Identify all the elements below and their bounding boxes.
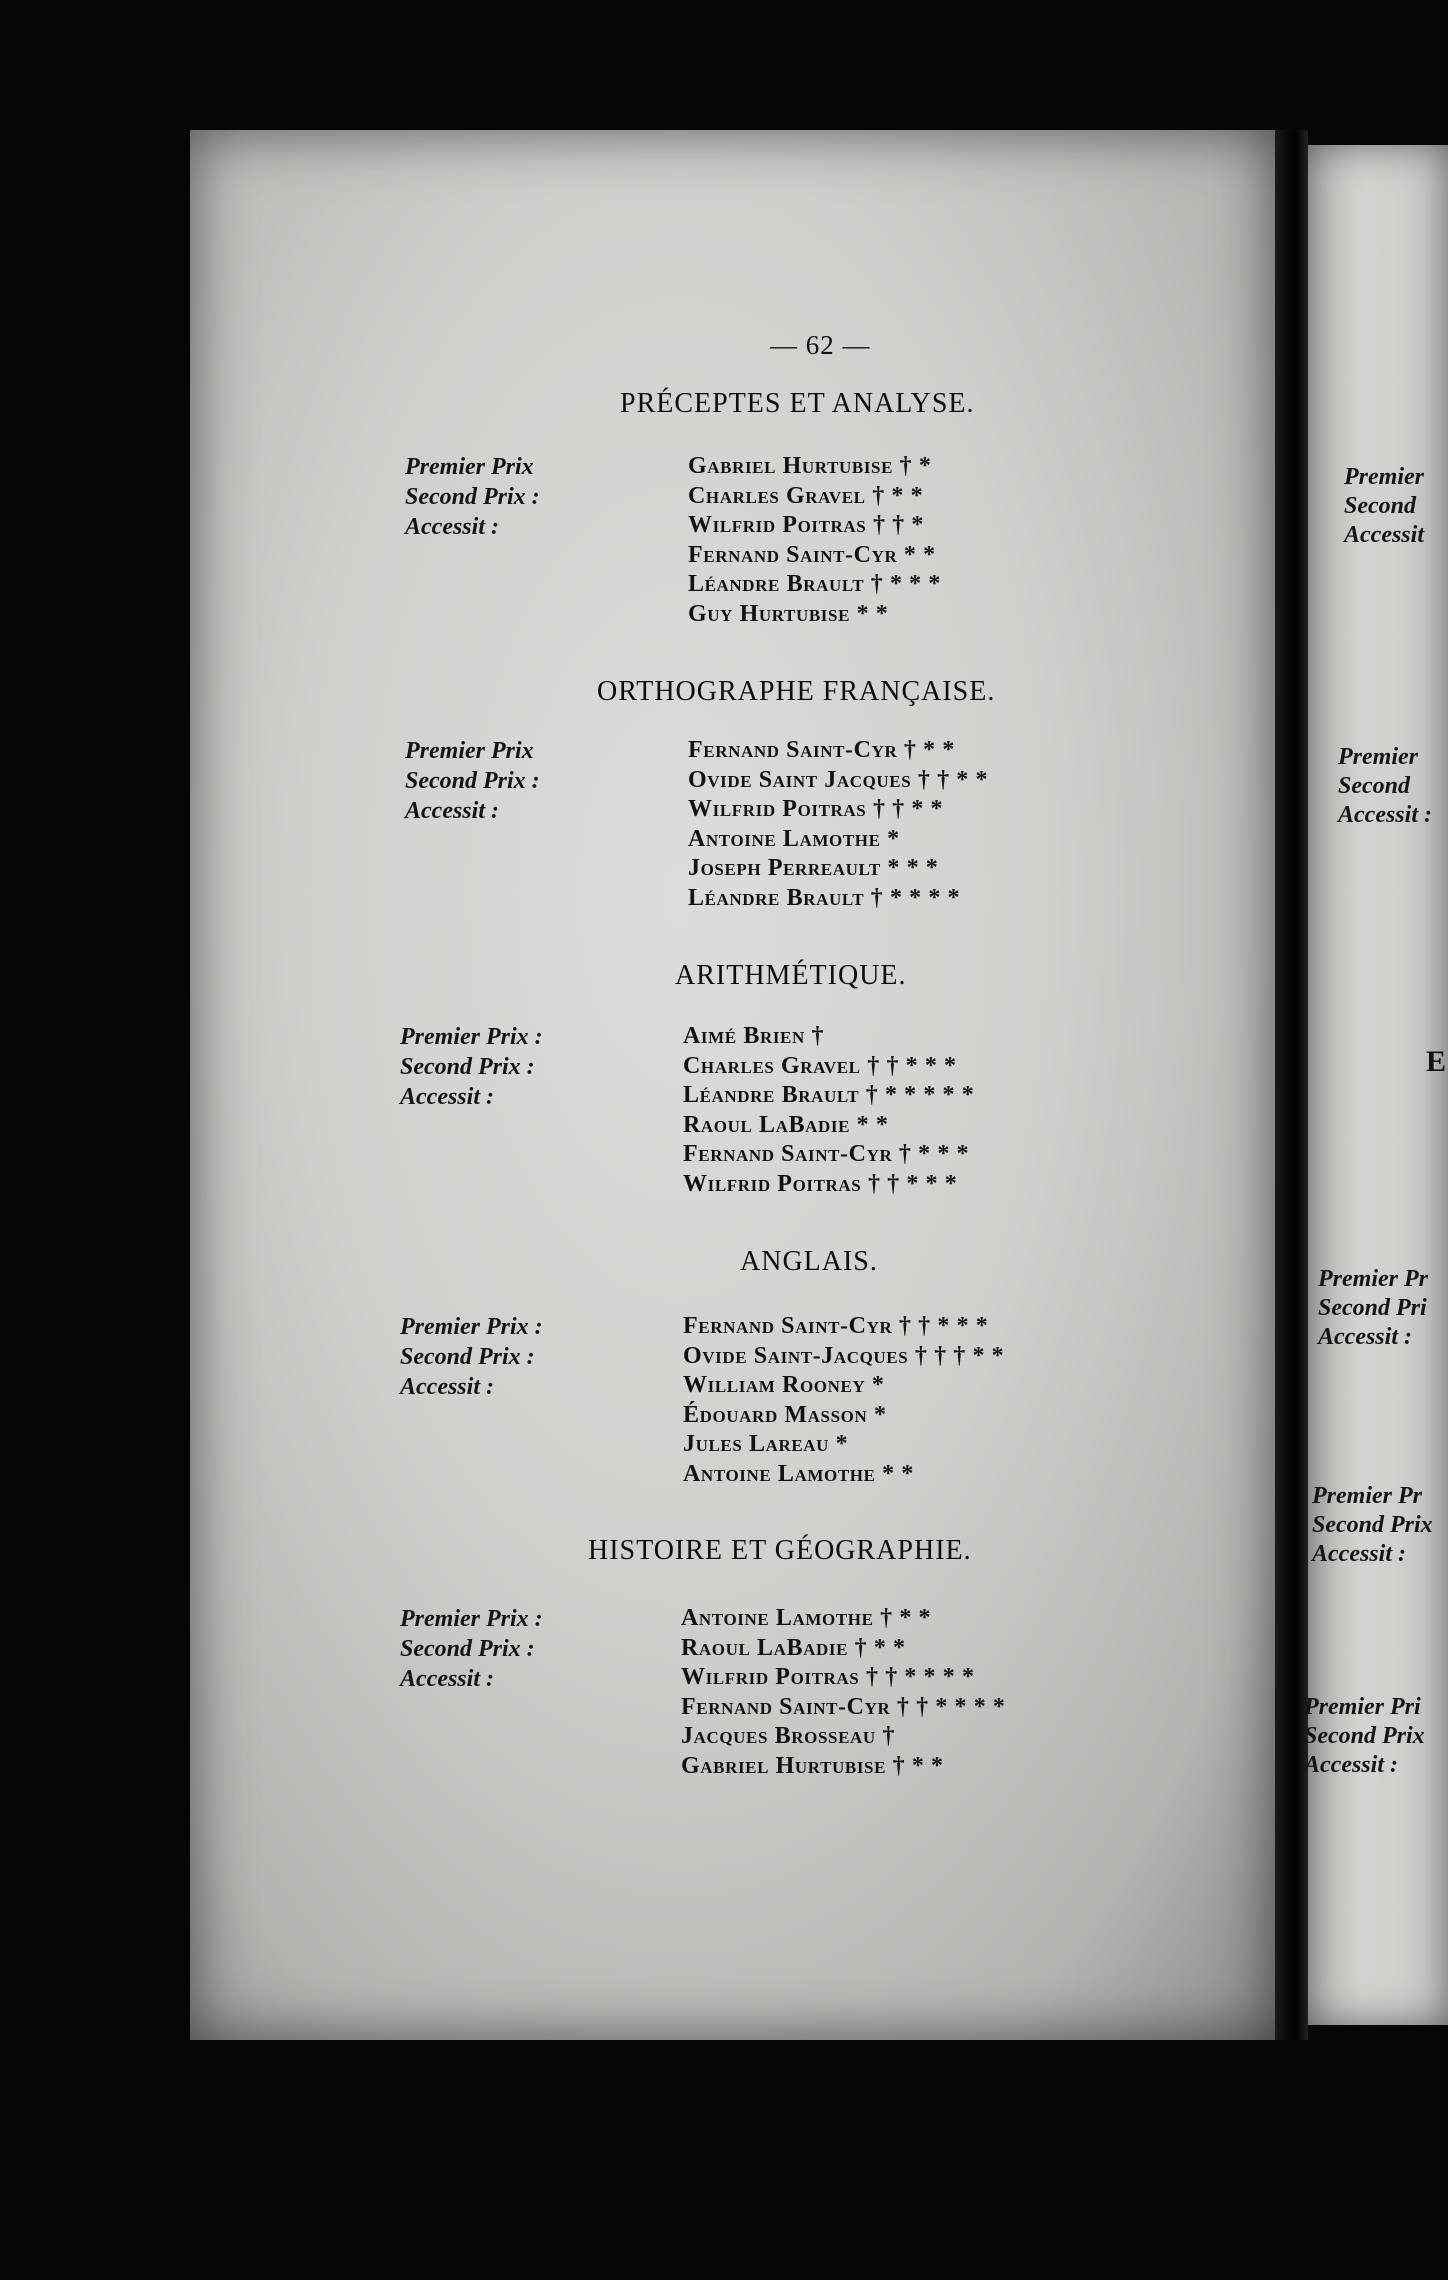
winner-list [683, 1312, 1004, 1489]
winner-name: Jacques Brosseau † [681, 1723, 895, 1749]
next-label: Premier [1344, 464, 1424, 490]
second-prix-label: Second Prix : [405, 768, 540, 794]
next-label: Second Prix [1304, 1723, 1425, 1749]
next-label: Second [1338, 773, 1410, 799]
second-prix-label: Second Prix : [400, 1054, 535, 1080]
accessit-label: Accessit : [400, 1084, 494, 1110]
accessit-label: Accessit : [400, 1374, 494, 1400]
winner-name: Ovide Saint-Jacques † † † * * [683, 1342, 1005, 1369]
winner-name: Wilfrid Poitras † † * * * * [681, 1664, 975, 1690]
next-label: Premier Pr [1312, 1483, 1422, 1509]
winner-name: Ovide Saint Jacques † † * * [688, 766, 989, 793]
prize-labels [400, 1312, 543, 1402]
winner-name: Fernand Saint-Cyr † † * * * * [681, 1693, 1006, 1720]
next-page-heading-letter: E [1426, 1045, 1447, 1078]
winner-name: Léandre Brault † * * * [688, 571, 941, 597]
next-label: Second Prix [1312, 1512, 1433, 1538]
next-label: Premier Pri [1304, 1694, 1421, 1720]
next-label: Accessit : [1338, 802, 1432, 828]
winner-name: Fernand Saint-Cyr * * [688, 541, 936, 568]
winner-name: Fernand Saint-Cyr † * * * [683, 1141, 970, 1167]
section-title-anglais: ANGLAIS. [740, 1246, 878, 1277]
winner-name: Fernand Saint-Cyr † † * * * [683, 1313, 989, 1339]
next-page-labels [1318, 1265, 1428, 1352]
prize-labels [400, 1604, 543, 1694]
prize-labels [405, 452, 540, 542]
next-page-labels [1344, 463, 1424, 550]
second-prix-label: Second Prix : [400, 1344, 535, 1370]
next-label: Premier [1338, 744, 1418, 770]
winner-list [688, 452, 941, 629]
accessit-label: Accessit : [400, 1666, 494, 1692]
premier-prix-label: Premier Prix : [400, 1024, 543, 1050]
next-label: Premier Pr [1318, 1266, 1428, 1292]
winner-name: Guy Hurtubise * * [688, 600, 889, 627]
winner-name: Édouard Masson * [683, 1401, 887, 1428]
prize-labels [405, 736, 540, 826]
winner-list [681, 1604, 1006, 1781]
winner-name: William Rooney * [683, 1372, 885, 1398]
winner-name: Gabriel Hurtubise † * [688, 453, 932, 479]
second-prix-label: Second Prix : [400, 1636, 535, 1662]
section-title-histoire: HISTOIRE ET GÉOGRAPHIE. [588, 1535, 972, 1566]
next-page-labels [1304, 1693, 1425, 1780]
winner-name: Wilfrid Poitras † † * * * [683, 1170, 958, 1197]
winner-name: Léandre Brault † * * * * * [683, 1082, 975, 1108]
section-title-orthographe: ORTHOGRAPHE FRANÇAISE. [597, 676, 996, 707]
winner-list [683, 1022, 974, 1199]
winner-name: Antoine Lamothe * [688, 825, 900, 852]
section-title-preceptes: PRÉCEPTES ET ANALYSE. [620, 388, 975, 419]
winner-name: Gabriel Hurtubise † * * [681, 1752, 944, 1779]
winner-name: Raoul LaBadie * * [683, 1111, 889, 1138]
next-page-labels [1312, 1482, 1433, 1569]
section-title-arithmetique: ARITHMÉTIQUE. [675, 960, 907, 991]
second-prix-label: Second Prix : [405, 484, 540, 510]
winner-name: Aimé Brien † [683, 1023, 825, 1049]
next-page-labels [1338, 743, 1432, 830]
page-number: — 62 — [770, 330, 871, 360]
winner-name: Antoine Lamothe † * * [681, 1605, 932, 1631]
next-label: Second Pri [1318, 1295, 1427, 1321]
winner-name: Charles Gravel † * * [688, 482, 924, 509]
winner-name: Joseph Perreault * * * [688, 855, 939, 881]
winner-name: Charles Gravel † † * * * [683, 1052, 957, 1079]
prize-labels [400, 1022, 543, 1112]
accessit-label: Accessit : [405, 798, 499, 824]
premier-prix-label: Premier Prix : [400, 1606, 543, 1632]
winner-list [688, 736, 988, 913]
next-label: Accessit : [1318, 1324, 1412, 1350]
premier-prix-label: Premier Prix : [400, 1314, 543, 1340]
next-label: Accessit : [1304, 1752, 1398, 1778]
winner-name: Raoul LaBadie † * * [681, 1634, 906, 1661]
next-label: Accessit : [1312, 1541, 1406, 1567]
next-label: Accessit [1344, 522, 1424, 548]
next-page-fragment [1304, 145, 1448, 2025]
premier-prix-label: Premier Prix [405, 454, 534, 480]
accessit-label: Accessit : [405, 514, 499, 540]
winner-name: Fernand Saint-Cyr † * * [688, 737, 955, 763]
winner-name: Wilfrid Poitras † † * * [688, 796, 944, 822]
winner-name: Antoine Lamothe * * [683, 1460, 914, 1487]
winner-name: Jules Lareau * [683, 1431, 849, 1457]
next-label: Second [1344, 493, 1416, 519]
winner-name: Wilfrid Poitras † † * [688, 512, 924, 538]
premier-prix-label: Premier Prix [405, 738, 534, 764]
winner-name: Léandre Brault † * * * * [688, 884, 961, 911]
